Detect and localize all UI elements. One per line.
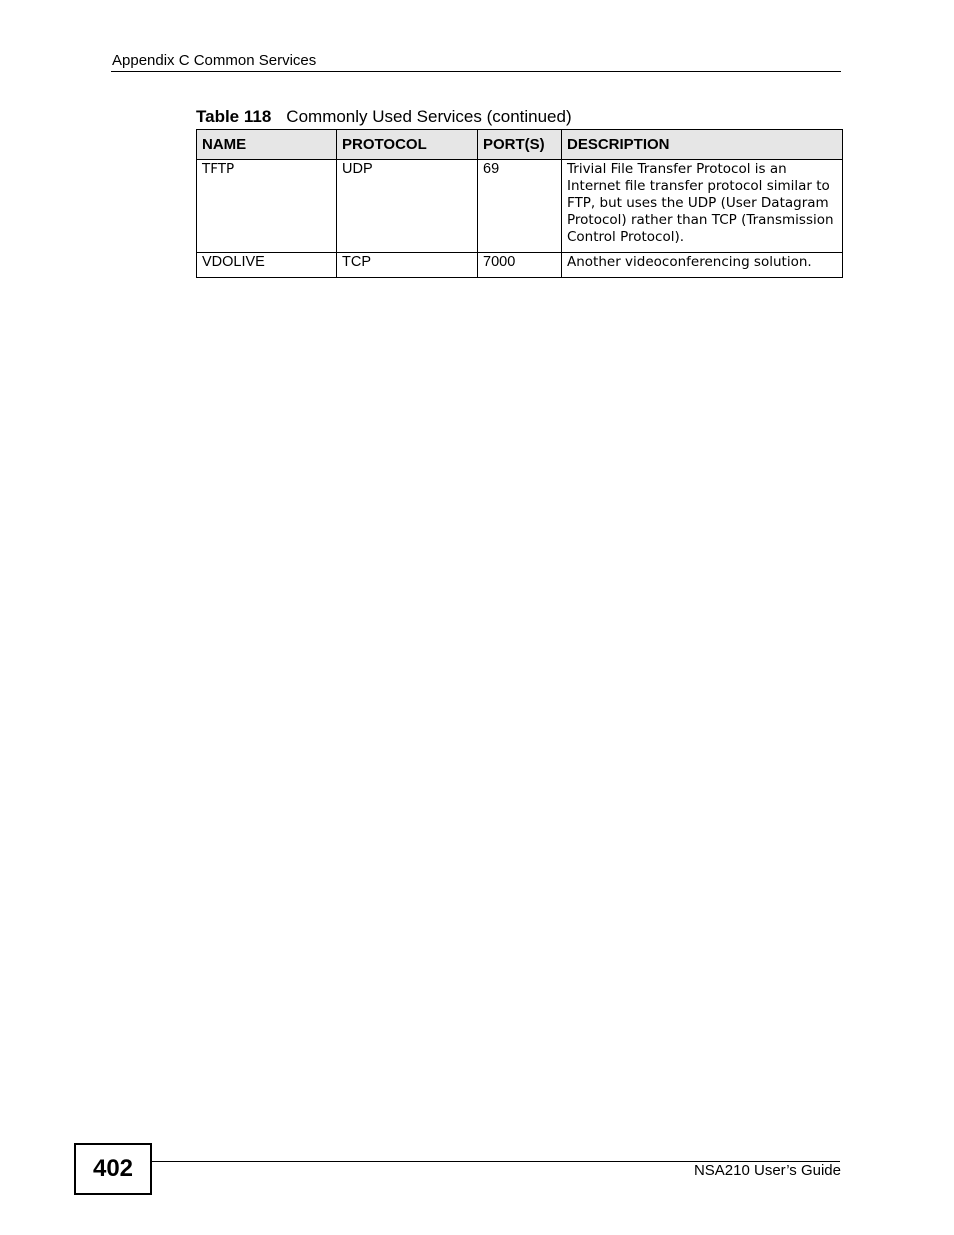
running-header: Appendix C Common Services [112,52,317,69]
column-header-ports: PORT(S) [478,130,562,160]
table-header-row [197,130,843,160]
header-rule [111,71,841,72]
table-caption-label: Table 118 [196,107,272,126]
cell-description: Trivial File Transfer Protocol is an Internet file transfer protocol similar to FTP, but uses the UDP (User Datagram Protocol) rather than TCP (Transmission Control Protocol). [562,160,843,253]
cell-name: TFTP [197,160,337,253]
cell-ports: 69 [478,160,562,253]
page-number: 402 [74,1143,152,1195]
table-caption [196,107,572,127]
table-caption-title: Commonly Used Services (continued) [286,107,572,126]
cell-description: Another videoconferencing solution. [562,253,843,278]
column-header-protocol: PROTOCOL [337,130,478,160]
cell-name: VDOLIVE [197,253,337,278]
cell-ports: 7000 [478,253,562,278]
table-row [197,160,843,253]
footer-guide-title: NSA210 User’s Guide [693,1162,841,1179]
cell-protocol: UDP [337,160,478,253]
column-header-description: DESCRIPTION [562,130,843,160]
services-table [196,129,843,278]
column-header-name: NAME [197,130,337,160]
cell-protocol: TCP [337,253,478,278]
table-row [197,253,843,278]
